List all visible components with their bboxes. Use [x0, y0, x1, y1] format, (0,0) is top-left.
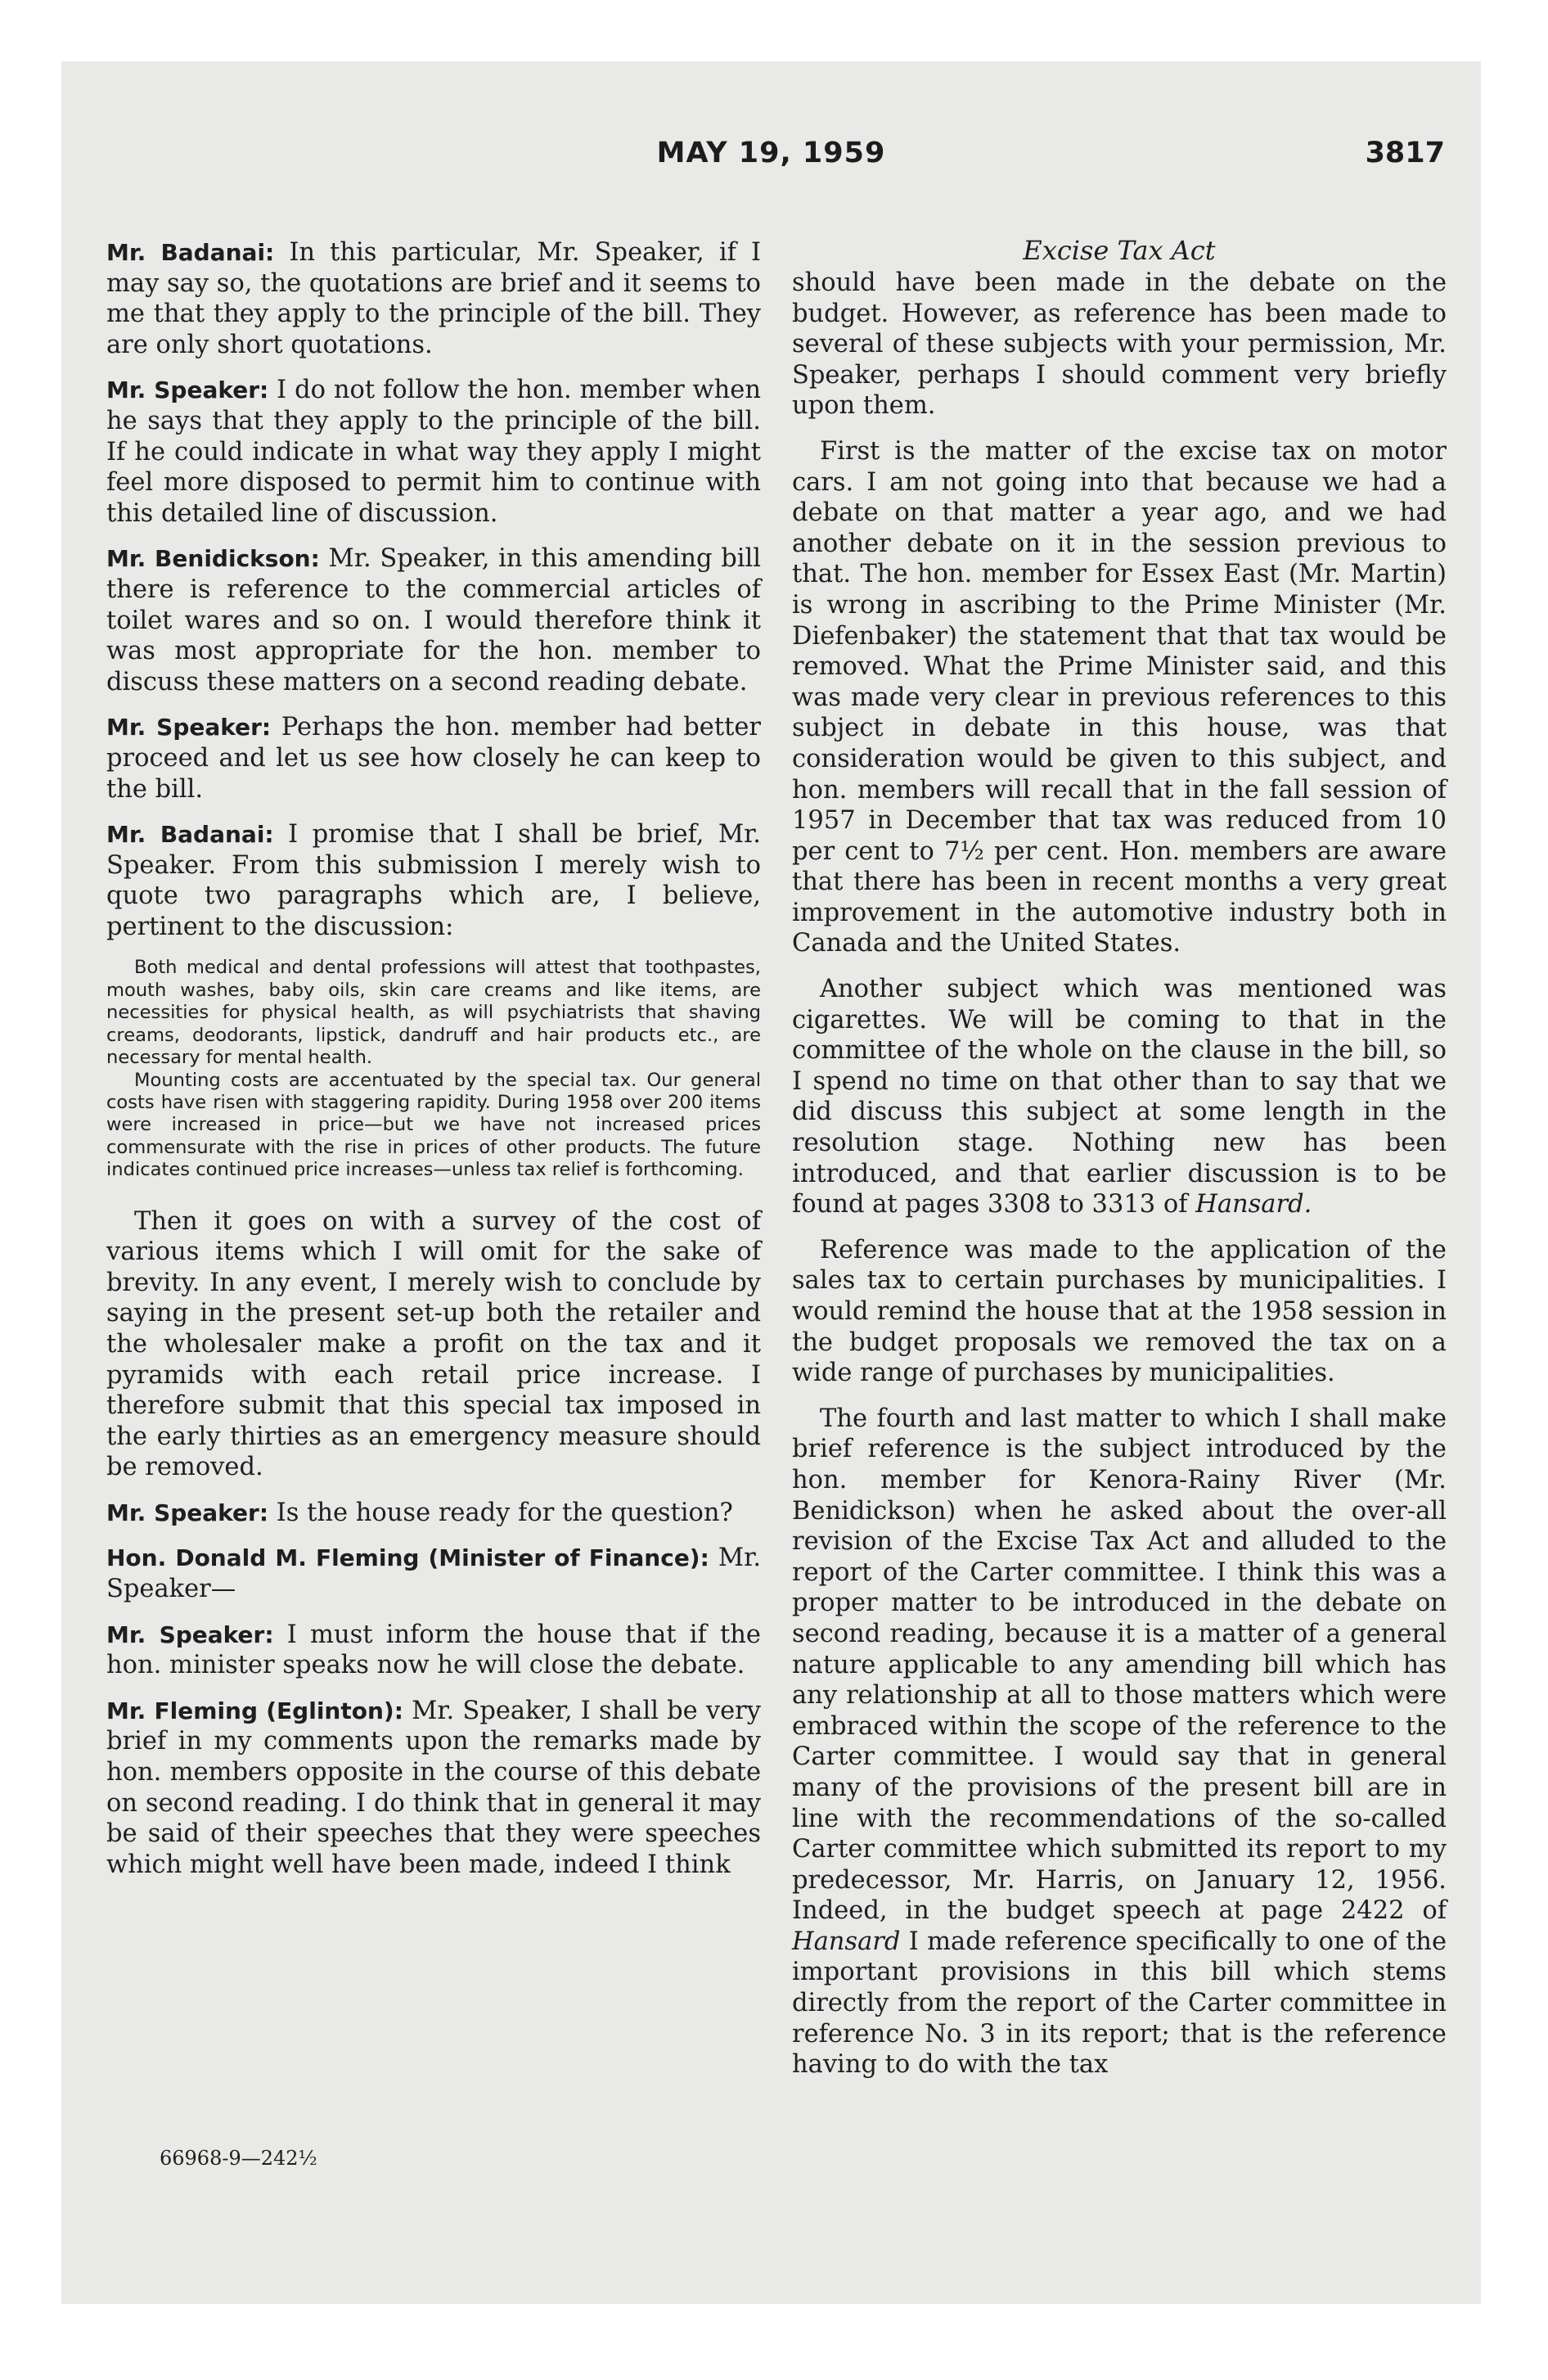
- page-header: [61, 137, 1481, 186]
- paragraph-text: Perhaps the hon. member had better proceed and let us see how closely he can keep to the bill.: [106, 713, 761, 804]
- paragraph-text: Mr. Speaker, in this amending bill there is reference to the commercial articles of toilet wares and so on. I would therefore think it was most appropriate for the hon. member to discuss these matters on a second reading debate.: [106, 544, 761, 696]
- page-number: 3817: [1365, 137, 1445, 169]
- paragraph: [792, 436, 1447, 959]
- speaker-name: Mr. Benidickson:: [106, 545, 320, 573]
- page-date: MAY 19, 1959: [656, 137, 886, 169]
- paragraph-text: The fourth and last matter to which I shall make brief reference is the subject introduced by the hon. member for Kenora-Rainy River (Mr. Benidickson) when he asked about the over-all revision of the Excise Tax Act and alluded to the report of the Carter committee. I think this was a proper matter to be introduced in the debate on second reading, because it is a matter of a general nature applicable to any amending bill which has any relationship at all to those matters which were embraced within the scope of the reference to the Carter committee. I would say that in general many of the provisions of the present bill are in line with the recommendations of the so-called Carter committee which submitted its report to my predecessor, Mr. Harris, on January 12, 1956. Indeed, in the budget speech at page 2422 of: [792, 1404, 1447, 1926]
- quote-paragraph: Both medical and dental professions will attest that toothpastes, mouth washes, baby oils, skin care creams and like items, are necessities for physical health, as will psychiatrists that shaving creams, deodorants, lipstick, dandruff and hair products etc., are necessary for mental health.: [106, 957, 761, 1069]
- speaker-name: Mr. Badanai:: [106, 821, 274, 849]
- paragraph-text: Mr. Speaker—: [106, 1544, 762, 1604]
- left-column: [106, 237, 761, 1895]
- right-column: [792, 235, 1447, 2095]
- speaker-name: Hon. Donald M. Fleming (Minister of Finance):: [106, 1544, 709, 1572]
- speaker-name: Mr. Speaker:: [106, 1620, 274, 1648]
- page-sheet: [61, 61, 1481, 2304]
- speaker-name: Mr. Speaker:: [106, 376, 269, 404]
- paragraph: [106, 819, 761, 942]
- footer-code: 66968-9—242½: [160, 2147, 317, 2170]
- paragraph-text: Is the house ready for the question?: [276, 1498, 733, 1527]
- speaker-name: Mr. Speaker:: [106, 1499, 269, 1526]
- paragraph: [106, 375, 761, 529]
- paragraph: [106, 1543, 761, 1604]
- paragraph: [106, 712, 761, 805]
- paragraph: [106, 1206, 761, 1483]
- paragraph: [106, 1696, 761, 1881]
- paragraph-text: Another subject which was mentioned was cigarettes. We will be coming to that in the committee of the whole on the clause in the bill, so I spend no time on that other than to say that we did discuss this subject at some length in the resolution stage. Nothing new has been introduced, and that earlier discussion is to be found at pages 3308 to 3313 of: [792, 975, 1447, 1219]
- paragraph-text: Mr. Speaker, I shall be very brief in my comments upon the remarks made by hon. members opposite in the course of this debate on second reading. I do think that in general it may be said of their speeches that they were speeches which might well have been made, indeed I think: [106, 1696, 761, 1879]
- paragraph-text: Reference was made to the application of the sales tax to certain purchases by municipalities. I would remind the house that at the 1958 session in the budget proposals we removed the tax on a wide range of purchases by municipalities.: [792, 1235, 1447, 1388]
- paragraph: [106, 543, 761, 697]
- paragraph: [792, 1404, 1447, 2080]
- paragraph: [792, 1235, 1447, 1389]
- paragraph: [792, 974, 1447, 1220]
- speaker-name: Mr. Fleming (Eglinton):: [106, 1697, 403, 1724]
- block-quote: [106, 957, 761, 1181]
- paragraph: [792, 268, 1447, 421]
- hansard-reference: Hansard.: [1195, 1190, 1312, 1219]
- paragraph: [106, 1620, 761, 1681]
- hansard-reference: Hansard: [792, 1927, 901, 1956]
- paragraph-text: I must inform the house that if the hon. minister speaks now he will close the debate.: [106, 1620, 761, 1680]
- paragraph-text: First is the matter of the excise tax on motor cars. I am not going into that because we had a debate on that matter a year ago, and we had another debate on it in the session previous to that. The hon. member for Essex East (Mr. Martin) is wrong in ascribing to the Prime Minister (Mr. Diefenbaker) the statement that that tax would be removed. What the Prime Minister said, and this was made very clear in previous references to this subject in debate in this house, was that consideration would be given to this subject, and hon. members will recall that in the fall session of 1957 in December that tax was reduced from 10 per cent to 7½ per cent. Hon. members are aware that there has been in recent months a very great improvement in the automotive industry both in Canada and the United States.: [792, 436, 1447, 958]
- paragraph-text: should have been made in the debate on the budget. However, as reference has been made to several of these subjects with your permission, Mr. Speaker, perhaps I should comment very briefly upon them.: [792, 268, 1447, 421]
- speaker-name: Mr. Badanai:: [106, 239, 275, 266]
- speaker-name: Mr. Speaker:: [106, 714, 272, 741]
- paragraph: [106, 1498, 761, 1529]
- paragraph-text: I made reference specifically to one of the important provisions in this bill which stems directly from the report of the Carter committee in reference No. 3 in its report; that is the reference having to do with the tax: [792, 1927, 1447, 2080]
- running-title: Excise Tax Act: [1023, 235, 1216, 266]
- quote-paragraph: Mounting costs are accentuated by the special tax. Our general costs have risen with staggering rapidity. During 1958 over 200 items were increased in price—but we have not increased prices commensurate with the rise in prices of other products. The future indicates continued price increases—unless tax relief is forthcoming.: [106, 1069, 761, 1181]
- paragraph: [106, 237, 761, 360]
- paragraph-text: I do not follow the hon. member when he says that they apply to the principle of the bill. If he could indicate in what way they apply I might feel more disposed to permit him to continue with this detailed line of discussion.: [106, 376, 762, 528]
- paragraph-text: Then it goes on with a survey of the cost of various items which I will omit for the sake of brevity. In any event, I merely wish to conclude by saying in the present set-up both the retailer and the wholesaler make a profit on the tax and it pyramids with each retail price increase. I therefore submit that this special tax imposed in the early thirties as an emergency measure should be removed.: [106, 1206, 761, 1482]
- paragraph-text: In this particular, Mr. Speaker, if I may say so, the quotations are brief and it seems to me that they apply to the principle of the bill. They are only short quotations.: [106, 238, 761, 359]
- paragraph-text: I promise that I shall be brief, Mr. Speaker. From this submission I merely wish to quote two paragraphs which are, I believe, pertinent to the discussion:: [106, 820, 761, 941]
